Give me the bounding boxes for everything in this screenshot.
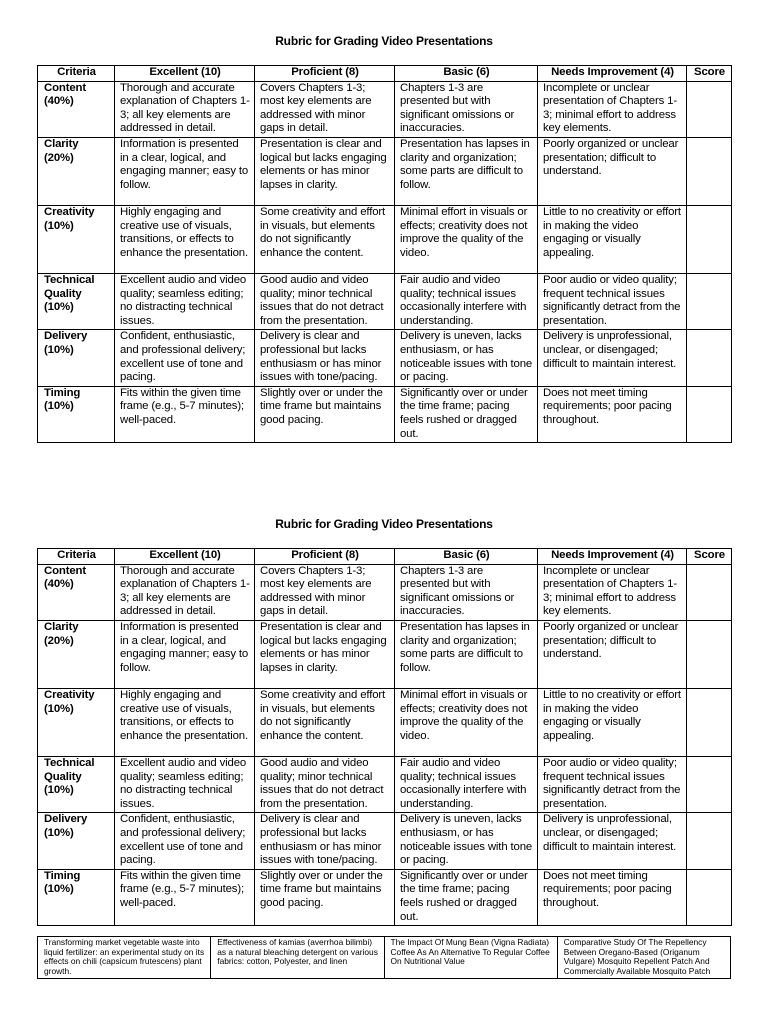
basic-cell: Fair audio and video quality; technical issues occasionally interfere with understanding. [395,273,538,329]
basic-cell: Minimal effort in visuals or effects; creativity does not improve the quality of the video. [395,205,538,273]
related-document-card[interactable] [38,937,211,979]
proficient-cell: Delivery is clear and professional but lacks enthusiasm or has minor issues with tone/pacing. [255,813,395,869]
criteria-name: Clarity [44,137,79,150]
related-document-card[interactable] [384,937,557,979]
column-header: Proficient (8) [255,549,395,565]
criteria-weight: (10%) [44,343,74,356]
criteria-cell [38,137,115,205]
score-cell [687,386,732,442]
needs-improvement-cell: Little to no creativity or effort in making the video engaging or visually appealing. [538,688,687,756]
proficient-cell: Some creativity and effort in visuals, but elements do not significantly enhance the content. [255,205,395,273]
criteria-weight: (10%) [44,826,74,839]
score-cell [687,688,732,756]
column-header: Score [687,66,732,82]
related-document-link[interactable]: Comparative Study Of The Repellency Between Oregano-Based (Origanum Vulgare) Mosquito Repellent Patch And Commercially Available Mosquito Patch [563,937,711,976]
related-document-link[interactable]: The Impact Of Mung Bean (Vigna Radiata) Coffee As An Alternative To Regular Coffee On Nutritional Value [390,937,550,967]
criteria-cell [38,205,115,273]
excellent-cell: Fits within the given time frame (e.g., 5-7 minutes); well-paced. [115,386,255,442]
criteria-row [38,386,732,442]
criteria-name: Delivery [44,813,88,826]
criteria-row [38,688,732,756]
excellent-cell: Thorough and accurate explanation of Chapters 1-3; all key elements are addressed in detail. [115,81,255,137]
criteria-cell [38,564,115,620]
criteria-weight: (40%) [44,95,74,108]
criteria-weight: (10%) [44,400,74,413]
needs-improvement-cell: Delivery is unprofessional, unclear, or disengaged; difficult to maintain interest. [538,330,687,386]
basic-cell: Minimal effort in visuals or effects; creativity does not improve the quality of the video. [395,688,538,756]
proficient-cell: Good audio and video quality; minor technical issues that do not detract from the presentation. [255,756,395,812]
needs-improvement-cell: Does not meet timing requirements; poor pacing throughout. [538,386,687,442]
needs-improvement-cell: Incomplete or unclear presentation of Chapters 1-3; minimal effort to address key elements. [538,564,687,620]
score-cell [687,273,732,329]
excellent-cell: Confident, enthusiastic, and professional delivery; excellent use of tone and pacing. [115,813,255,869]
related-document-card[interactable] [211,937,384,979]
excellent-cell: Thorough and accurate explanation of Chapters 1-3; all key elements are addressed in detail. [115,564,255,620]
proficient-cell: Presentation is clear and logical but lacks engaging elements or has minor lapses in clarity. [255,620,395,688]
score-cell [687,620,732,688]
column-header: Excellent (10) [115,66,255,82]
header-row [38,66,732,82]
column-header: Criteria [38,66,115,82]
excellent-cell: Information is presented in a clear, logical, and engaging manner; easy to follow. [115,137,255,205]
criteria-weight: (20%) [44,151,74,164]
needs-improvement-cell: Poor audio or video quality; frequent technical issues significantly detract from the presentation. [538,273,687,329]
rubric-body [38,66,732,443]
needs-improvement-cell: Poorly organized or unclear presentation; difficult to understand. [538,137,687,205]
criteria-weight: (10%) [44,219,74,232]
basic-cell: Fair audio and video quality; technical issues occasionally interfere with understanding. [395,756,538,812]
score-cell [687,813,732,869]
header-row [38,549,732,565]
excellent-cell: Excellent audio and video quality; seamless editing; no distracting technical issues. [115,273,255,329]
criteria-name: Content [44,81,86,94]
proficient-cell: Delivery is clear and professional but lacks enthusiasm or has minor issues with tone/pacing. [255,330,395,386]
criteria-row [38,205,732,273]
criteria-cell [38,330,115,386]
score-cell [687,869,732,925]
score-cell [687,137,732,205]
criteria-cell [38,386,115,442]
criteria-cell [38,688,115,756]
criteria-name: Creativity [44,205,95,218]
related-documents-strip [37,936,731,979]
needs-improvement-cell: Delivery is unprofessional, unclear, or disengaged; difficult to maintain interest. [538,813,687,869]
basic-cell: Significantly over or under the time frame; pacing feels rushed or dragged out. [395,386,538,442]
score-cell [687,205,732,273]
needs-improvement-cell: Incomplete or unclear presentation of Chapters 1-3; minimal effort to address key elements. [538,81,687,137]
criteria-cell [38,869,115,925]
criteria-weight: (20%) [44,634,74,647]
criteria-row [38,564,732,620]
excellent-cell: Confident, enthusiastic, and professional delivery; excellent use of tone and pacing. [115,330,255,386]
criteria-cell [38,273,115,329]
proficient-cell: Presentation is clear and logical but lacks engaging elements or has minor lapses in clarity. [255,137,395,205]
score-cell [687,564,732,620]
column-header: Basic (6) [395,549,538,565]
criteria-name: Technical Quality [44,756,95,783]
criteria-weight: (10%) [44,784,74,797]
column-header: Criteria [38,549,115,565]
needs-improvement-cell: Little to no creativity or effort in making the video engaging or visually appealing. [538,205,687,273]
criteria-row [38,869,732,925]
criteria-cell [38,81,115,137]
rubric-table [37,65,732,443]
related-document-link[interactable]: Effectiveness of kamias (averrhoa bilimbi) as a natural bleaching detergent on various fabrics: cotton, Polyester, and linen [217,937,378,967]
criteria-cell [38,620,115,688]
criteria-weight: (40%) [44,578,74,591]
criteria-name: Clarity [44,620,79,633]
criteria-name: Creativity [44,688,95,701]
rubric-table [37,548,732,926]
criteria-weight: (10%) [44,702,74,715]
excellent-cell: Information is presented in a clear, logical, and engaging manner; easy to follow. [115,620,255,688]
column-header: Needs Improvement (4) [538,66,687,82]
basic-cell: Chapters 1-3 are presented but with significant omissions or inaccuracies. [395,81,538,137]
excellent-cell: Highly engaging and creative use of visuals, transitions, or effects to enhance the presentation. [115,688,255,756]
score-cell [687,756,732,812]
column-header: Proficient (8) [255,66,395,82]
proficient-cell: Slightly over or under the time frame but maintains good pacing. [255,386,395,442]
basic-cell: Delivery is uneven, lacks enthusiasm, or has noticeable issues with tone or pacing. [395,813,538,869]
criteria-cell [38,756,115,812]
criteria-row [38,273,732,329]
rubric-title: Rubric for Grading Video Presentations [275,34,493,48]
column-header: Basic (6) [395,66,538,82]
criteria-row [38,813,732,869]
column-header: Score [687,549,732,565]
criteria-cell [38,813,115,869]
criteria-row [38,137,732,205]
column-header: Excellent (10) [115,549,255,565]
excellent-cell: Fits within the given time frame (e.g., 5-7 minutes); well-paced. [115,869,255,925]
criteria-name: Content [44,564,86,577]
related-document-card[interactable] [557,937,730,979]
criteria-weight: (10%) [44,883,74,896]
needs-improvement-cell: Poorly organized or unclear presentation; difficult to understand. [538,620,687,688]
basic-cell: Significantly over or under the time frame; pacing feels rushed or dragged out. [395,869,538,925]
proficient-cell: Covers Chapters 1-3; most key elements are addressed with minor gaps in detail. [255,564,395,620]
criteria-name: Technical Quality [44,273,95,300]
basic-cell: Presentation has lapses in clarity and organization; some parts are difficult to follow. [395,137,538,205]
criteria-row [38,330,732,386]
proficient-cell: Covers Chapters 1-3; most key elements are addressed with minor gaps in detail. [255,81,395,137]
criteria-row [38,756,732,812]
rubric-title: Rubric for Grading Video Presentations [275,517,493,531]
score-cell [687,330,732,386]
rubric-body [38,549,732,926]
criteria-name: Timing [44,869,81,882]
needs-improvement-cell: Poor audio or video quality; frequent technical issues significantly detract from the presentation. [538,756,687,812]
needs-improvement-cell: Does not meet timing requirements; poor pacing throughout. [538,869,687,925]
excellent-cell: Highly engaging and creative use of visuals, transitions, or effects to enhance the presentation. [115,205,255,273]
criteria-name: Timing [44,386,81,399]
criteria-row [38,620,732,688]
related-document-link[interactable]: Transforming market vegetable waste into liquid fertilizer: an experimental study on its effects on chili (capsicum frutescens) plant growth. [44,937,205,976]
basic-cell: Chapters 1-3 are presented but with significant omissions or inaccuracies. [395,564,538,620]
excellent-cell: Excellent audio and video quality; seamless editing; no distracting technical issues. [115,756,255,812]
score-cell [687,81,732,137]
basic-cell: Presentation has lapses in clarity and organization; some parts are difficult to follow. [395,620,538,688]
criteria-weight: (10%) [44,301,74,314]
criteria-row [38,81,732,137]
proficient-cell: Some creativity and effort in visuals, but elements do not significantly enhance the content. [255,688,395,756]
column-header: Needs Improvement (4) [538,549,687,565]
basic-cell: Delivery is uneven, lacks enthusiasm, or has noticeable issues with tone or pacing. [395,330,538,386]
proficient-cell: Good audio and video quality; minor technical issues that do not detract from the presentation. [255,273,395,329]
proficient-cell: Slightly over or under the time frame but maintains good pacing. [255,869,395,925]
criteria-name: Delivery [44,330,88,343]
